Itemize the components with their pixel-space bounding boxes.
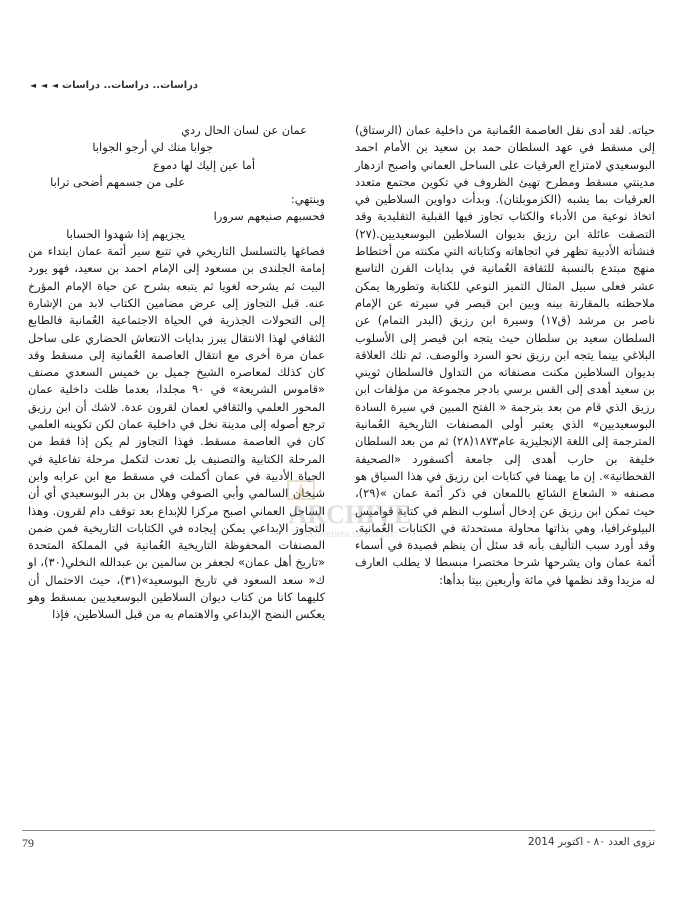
poem-line: على من جسمهم أضحى ترابا — [50, 174, 185, 189]
poem-line: جوابا منك لي أرجو الجوابا — [92, 140, 213, 155]
page-number: 79 — [22, 836, 34, 850]
poem-ending — [28, 208, 325, 243]
left-column — [28, 122, 325, 624]
poem-line: أما عين إليك لها دموع — [153, 157, 255, 172]
left-column-text: فصاغها بالتسلسل التاريخي في تتبع سير أئمة عمان ابتداء من إمامة الجلندى بن مسعود إلى الإمام احمد بن سعيد، فهو يورد البيت ثم يشرحه لغويا ثم يتبعه بشرح عن حياة الإمام المؤرخ عنه. قبل التجاوز إلى عرض مضامين الكتاب لابد من الإشارة إلى التحولات الجذرية في الحياة الاجتماعية العُمانية فالطابع الثقافي لهذا الانتقال يبرز بدايات الانتعاش الحضاري على ساحل عمان مرة أخرى مع انتقال العاصمة العُمانية إلى مسقط وقد كان كذلك لمعاصره الشيخ جميل بن خميس السعدي مصنف «قاموس الشريعة» في ٩٠ مجلدا، بعدما ظلت داخلية عمان المحور العلمي والثقافي لعمان لقرون عدة. لاشك أن ابن رزيق ترجع أصوله إلى مدينة نخل في داخلية عمان لكن تكوينه العلمي كان في العاصمة مسقط. فهذا التجاوز لم يكن إذا فقط من المرحلة الكتابية والتصنيف بل تعدت لتكمل مرحلة تفاعلية في الحياة الأدبية في عمان أكملت في مسقط مع ابن عرابه وابن شيخان السالمي وأبي الصوفي وهلال بن بدر البوسعيدي أي أن الساحل العماني اصبح مركزا للإبداع بعد توقف دام لقرون. وهذا التجاوز الإبداعي يمكن إيجاده في الكتابات التاريخية فمن ضمن المصنفات المحفوظة التاريخية العُمانية في المملكة المتحدة «تاريخ أهل عمان» لجعفر بن سالمين بن عبدالله النخلي(٣٠)، او ك« سعد السعود في تاريخ البوسعيد»(٣١)، حيث الاحتمال أن كليهما كانا من كتاب ديوان السلاطين البوسعيديين بمسقط وهو يعكس النضج الإبداعي والاهتمام به من قبل السلاطين، فإذا — [28, 244, 325, 622]
watermark-subtext: archivebeta.sakhrit.com — [302, 529, 398, 539]
issue-info: نزوى العدد ٨٠ - اكتوبر 2014 — [527, 836, 655, 848]
poem-line: عمان عن لسان الحال ردي — [181, 123, 307, 137]
poem-line: يجزيهم إذا شهدوا الحسابا — [66, 226, 185, 241]
poem-opening — [28, 122, 325, 191]
watermark-text: ARCHIVE — [288, 500, 412, 529]
page-footer — [22, 830, 655, 851]
poem-ending-label: وينتهي: — [290, 192, 325, 207]
section-title: دراسات.. دراسات.. دراسات — [62, 80, 199, 91]
poem-line: فحسبهم صنيعهم سرورا — [213, 209, 325, 224]
right-column-text: حياته. لقد أدى نقل العاصمة العُمانية من داخلية عمان (الرستاق) إلى مسقط في عهد السلطان حمد بن سعيد بن الأمام احمد البوسعيدي لامتزاج العرقيات على الساحل العماني واصبح ازدهار مدينتي مسقط ومطرح تهيئ الظروف في تكوين مجتمع متعدد العرقيات بما يشبه (الكزموبلتان). وبدأت دواوين السلاطين في اتخاذ نوعية من الأدباء والكتاب تجاوز فيها القبلية التقليدية وقد التصقت عائلة ابن رزيق بديوان السلاطين البوسعيديين.(٢٧) فنشأته الأدبية تظهر في اتجاهاته وكتاباته التي مكنته من أختطاط منهج مبتدع بالنسبة للثقافة العُمانية في بدايات القرن التاسع عشر فعلى سبيل المثال التميز النوعي للكتابة وتطورها يمكن ملاحظته بالمقارنة بينه وبين ابن قيصر في سيرته عن الإمام ناصر بن مرشد (ق١٧) وسيرة ابن رزيق (البدر التمام) عن السلطان سعيد بن سلطان حيث يتجه ابن قيصر إلى الأسلوب البلاغي بينما يتجه ابن رزيق نحو السرد والوصف. ثم تلك العلاقة بديوان السلاطين مكنت مصنفاته من التداول فالسلطان ثويني بن سعيد أهدى إلى القس برسي بادجر مجموعة من مؤلفات ابن رزيق الذي قام من بعد بترجمة « الفتح المبين في سيرة السادة البوسعيديين» الذي يعتبر أولى المصنفات التاريخية العُمانية المترجمة إلى اللغة الإنجليزية عام١٨٧٣(٢٨) ثم من بعد السلطان خليفة بن حارب أهدى إلى جامعة أكسفورد «الصحيفة القحطانية». إن ما يهمنا في كتابات ابن رزيق في هذا السياق هو مصنفه « الشعاع الشائع باللمعان في ذكر أئمة عمان »(٢٩)، حيث تمكن ابن رزيق عن إدخال أسلوب النظم في كتابة قواميس البيلوغرافيا، وهي بذاتها محاولة مستحدثة في الكتابات العُمانية. وقد أورد سبب التأليف بأنه قد سئل أن ينظم قصيدة في أسماء أئمة عمان وان يشرحها شرحا مختصرا مبسطا لا يطلب العارف له مزيدا وقد نظمها في مائة وأربعين بيتا بدأها: — [355, 123, 655, 587]
header-arrows-icon: ◄ ◄ ◄ — [30, 81, 60, 90]
running-header — [30, 80, 198, 91]
right-column — [355, 122, 655, 589]
